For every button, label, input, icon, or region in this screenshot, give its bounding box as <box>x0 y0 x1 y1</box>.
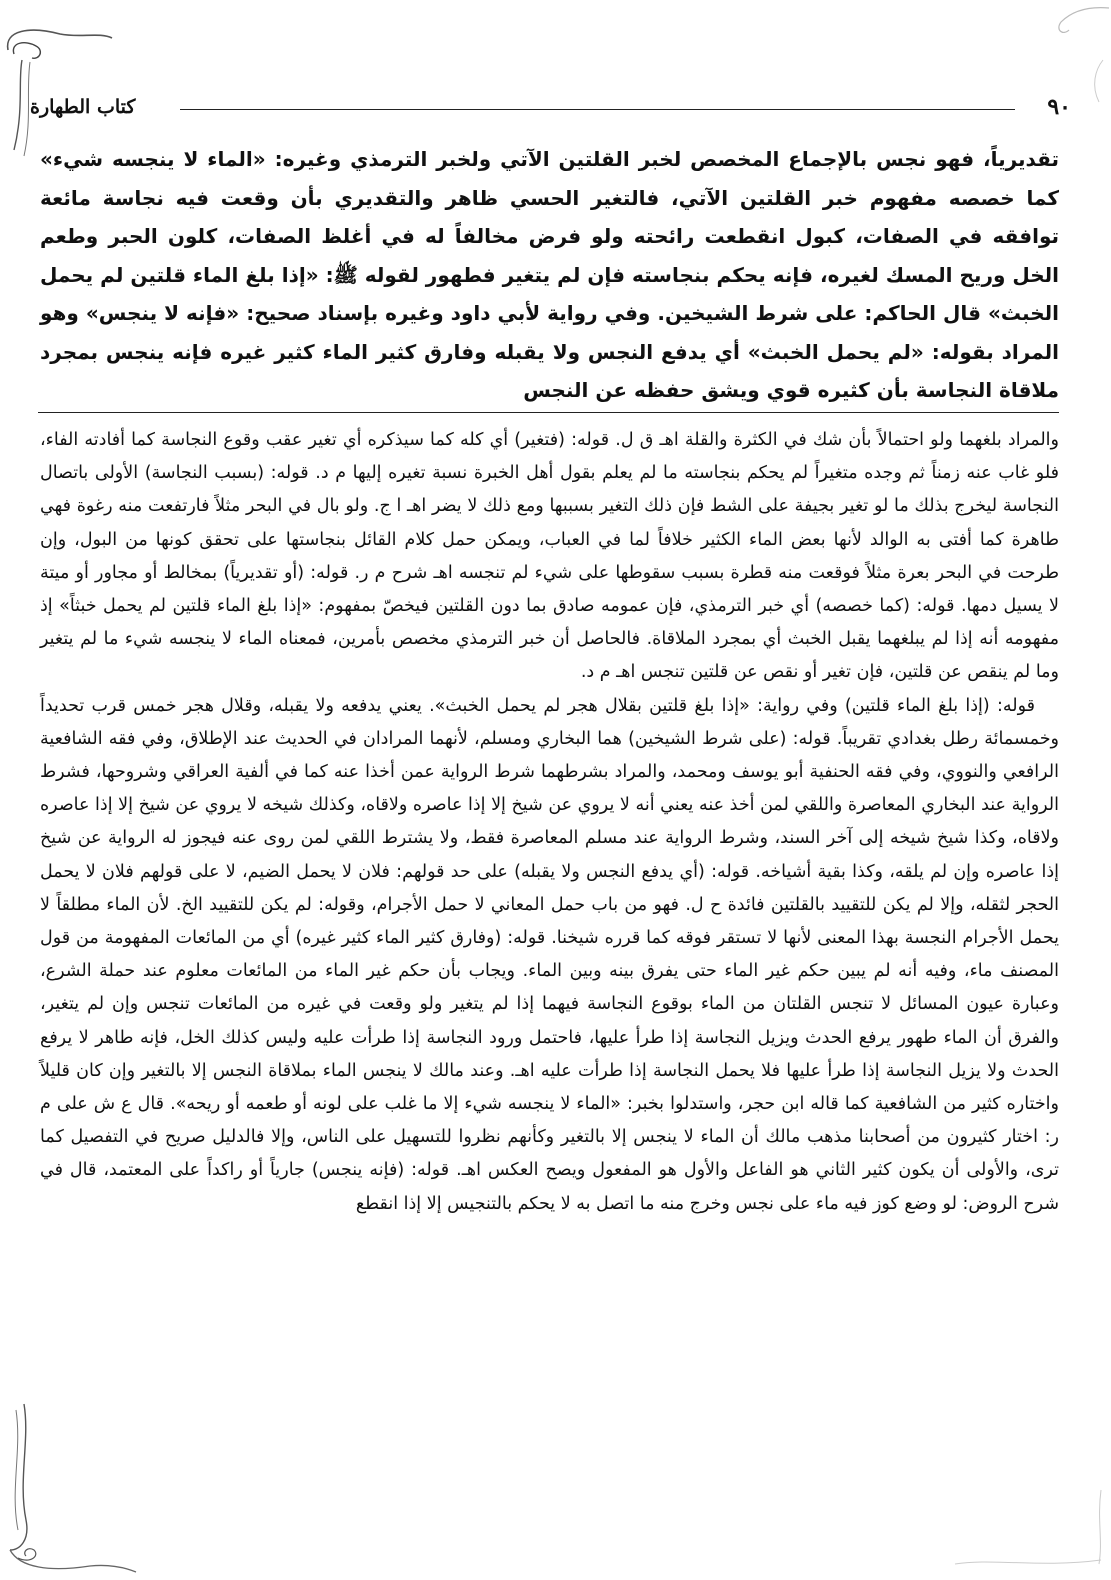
bottom-left-ornament-icon <box>0 1400 140 1580</box>
bottom-right-ornament-icon <box>951 1480 1111 1580</box>
main-text <box>40 140 1059 410</box>
main-paragraph: تقديرياً، فهو نجس بالإجماع المخصص لخبر القلتين الآتي ولخبر الترمذي وغيره: «الماء لا ينجسه شيء» كما خصصه مفهوم خبر القلتين الآتي، فالتغير الحسي ظاهر والتقديري بأن وقعت فيه نجاسة مائعة توافقه في الصفات، كبول انقطعت رائحته ولو فرض مخالفاً له في أغلظ الصفات، كلون الحبر وطعم الخل وريح المسك لغيره، فإنه يحكم بنجاسته فإن لم يتغير فطهور لقوله ﷺ: «إذا بلغ الماء قلتين لم يحمل الخبث» قال الحاكم: على شرط الشيخين. وفي رواية لأبي داود وغيره بإسناد صحيح: «فإنه لا ينجس» وهو المراد بقوله: «لم يحمل الخبث» أي يدفع النجس ولا يقبله وفارق كثير الماء كثير غيره فإنه ينجس بمجرد ملاقاة النجاسة بأن كثيره قوي ويشق حفظه عن النجس <box>40 147 1060 402</box>
hadith-quote: «إذا بلغ الماء قلتين لم يحمل الخبث» <box>40 262 1059 325</box>
commentary-notes <box>40 424 1059 1221</box>
top-left-ornament-icon <box>0 20 120 160</box>
hadith-quote: «فإنه لا ينجس» <box>85 301 240 325</box>
hadith-quote: «لم يحمل الخبث» <box>747 339 924 364</box>
page-header <box>30 92 1071 128</box>
commentary-paragraph: والمراد بلغهما ولو احتمالاً بأن شك في الكثرة والقلة اهـ ق ل. قوله: (فتغير) أي كله كما سيذكره أي تغير عقب وقوع النجاسة كما أفادته الفاء، فلو غاب عنه زمناً ثم وجده متغيراً لم يحكم بنجاسته ما لم يعلم بقول أهل الخبرة نسبة تغيره إليها م د. قوله: (بسبب النجاسة) الأولى باتصال النجاسة ليخرج بذلك ما لو تغير بجيفة على الشط فإن ذلك التغير بسببها ومع ذلك لا يضر اهـ ا ج. ولو بال في البحر مثلاً فارتفعت منه رغوة فهي طاهرة كما أفتى به الوالد لأنها بعض الماء الكثير خلافاً لما في العباب، ويمكن حمل كلام القائل بنجاستها على تحقق كونها من البول، وإن طرحت في البحر بعرة مثلاً فوقعت منه قطرة بسبب سقوطها على شيء لم تنجسه اهـ شرح م ر. قوله: (أو تقديرياً) بمخالط أو مجاور أو ميتة لا يسيل دمها. قوله: (كما خصصه) أي خبر الترمذي، فإن عمومه صادق بما دون القلتين فيخصّ بمفهوم: «إذا بلغ الماء قلتين لم يحمل خبثاً» إذ مفهومه أنه إذا لم يبلغهما يقبل الخبث أي بمجرد الملاقاة. فالحاصل أن خبر الترمذي مخصص بأمرين، فمعناه الماء لا ينجسه شيء ما لم يتغير وما لم ينقص عن قلتين، فإن تغير أو نقص عن قلتين تنجس اهـ م د. <box>40 430 1059 683</box>
page-number: ٩٠ <box>1047 94 1071 120</box>
commentary-paragraph: قوله: (إذا بلغ الماء قلتين) وفي رواية: «إذا بلغ قلتين بقلال هجر لم يحمل الخبث». يعني يدفعه ولا يقبله، وقلال هجر خمس قرب تحديداً وخمسمائة رطل بغدادي تقريباً. قوله: (على شرط الشيخين) هما البخاري ومسلم، لأنهما المرادان في الحديث عند الإطلاق، وفي فقه الشافعية الرافعي والنووي، وفي فقه الحنفية أبو يوسف ومحمد، والمراد بشرطهما شرط الرواية عمن أخذا عنه كما في ألفية العراقي وشروحها، فشرط الرواية عند البخاري المعاصرة واللقي لمن أخذ عنه يعني أنه لا يروي عن شيخ إلا إذا عاصره ولاقاه، وكذلك شيخه لا يروي عن شيخ إلا إذا عاصره ولاقاه، وكذا شيخ شيخه إلى آخر السند، وشرط الرواية عند مسلم المعاصرة فقط، ولا يشترط اللقي لمن روى عنه فيجوز له الرواية عن شيخ إذا عاصره وإن لم يلقه، وكذا بقية أشياخه. قوله: (أي يدفع النجس ولا يقبله) على حد قولهم: فلان لا يحمل الضيم، لا على قولهم فلان لا يحمل الحجر لثقله، وإلا لم يكن للتقييد بالقلتين فائدة ح ل. فهو من باب حمل المعاني لا حمل الأجرام، وقوله: لم يكن للتقييد الخ. لأن الماء مطلقاً لا يحمل الأجرام النجسة بهذا المعنى لأنها لا تستقر فوقه كما قرره شيخنا. قوله: (وفارق كثير الماء كثير غيره) أي من المائعات المفهومة من قول المصنف ماء، وفيه أنه لم يبين حكم غير الماء حتى يفرق بينه وبين الماء. ويجاب بأن حكم غير الماء من المائعات معلوم عند حملة الشرع، وعبارة عيون المسائل لا تنجس القلتان من الماء بوقوع النجاسة فيهما إذا لم يتغير ولو وقعت في غيره من المائعات تنجس وإن لم يتغير، والفرق أن الماء طهور يرفع الحدث ويزيل النجاسة إذا طرأ عليها، فاحتمل ورود النجاسة إذا طرأت عليه وليس كذلك الخل، فإنه طاهر لا يرفع الحدث ولا يزيل النجاسة إذا طرأ عليها فلا يحمل النجاسة إذا طرأت عليه اهـ. وعند مالك لا ينجس الماء بملاقاة النجس إلا بالتغير وإن كان قليلاً واختاره كثير من الشافعية كما قاله ابن حجر، واستدلوا بخبر: «الماء لا ينجسه شيء إلا ما غلب على لونه أو طعمه أو ريحه». قال ع ش على م ر: اختار كثيرون من أصحابنا مذهب مالك أن الماء لا ينجس إلا بالتغير وكأنهم نظروا للتسهيل على الناس، وإلا فالدليل صريح في التفصيل كما ترى، والأولى أن يكون كثير الثاني هو الفاعل والأول هو المفعول ويصح العكس اهـ. قوله: (فإنه ينجس) جارياً أو راكداً على المعتمد، قال في شرح الروض: لو وضع كوز فيه ماء على نجس وخرج منه ما اتصل به لا يحكم بالتنجيس إلا إذا انقطع <box>40 695 1059 1214</box>
running-title: كتاب الطهارة <box>30 96 136 118</box>
hadith-quote: «الماء لا ينجسه شيء» <box>40 147 266 171</box>
footnote-separator <box>38 412 1059 413</box>
header-rule <box>180 109 1015 110</box>
